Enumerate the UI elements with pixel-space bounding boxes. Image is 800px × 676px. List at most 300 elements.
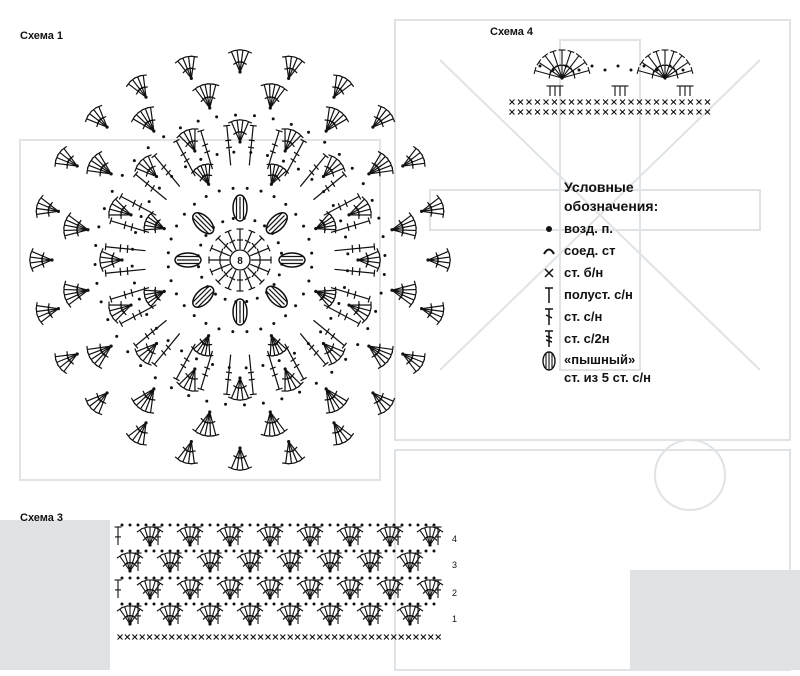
shell-mark [36, 302, 60, 325]
chain-dot [278, 359, 281, 362]
double-crochet-mark [202, 412, 211, 436]
chain-dot [253, 114, 256, 117]
single-crochet-mark [620, 100, 625, 105]
chain-dot [329, 550, 332, 553]
chain-dot [201, 577, 204, 580]
arc-icon [540, 242, 558, 260]
chain-dot [277, 241, 280, 244]
double-crochet-mark [105, 267, 145, 277]
chain-dot [261, 364, 264, 367]
chain-dot [281, 577, 284, 580]
chain-dot [409, 550, 412, 553]
double-crochet-mark [300, 153, 328, 186]
single-crochet-mark [603, 100, 608, 105]
shell-mark [371, 105, 394, 128]
chain-dot [323, 141, 326, 144]
chain-dot [234, 300, 237, 303]
shell-mark [228, 120, 252, 144]
double-crochet-mark [221, 580, 230, 598]
double-crochet-mark [241, 553, 250, 571]
chain-dot [257, 524, 260, 527]
single-crochet-mark [162, 635, 167, 640]
chain-dot [225, 550, 228, 553]
shell-mark [135, 155, 158, 178]
chain-dot [137, 577, 140, 580]
chain-dot [145, 313, 148, 316]
shell-mark [64, 281, 90, 308]
chain-dot [284, 314, 287, 317]
single-crochet-mark [578, 100, 583, 105]
double-crochet-mark [152, 333, 180, 366]
chain-dot [361, 577, 364, 580]
chain-dot [383, 254, 386, 257]
chain-dot [297, 168, 300, 171]
chain-dot [170, 279, 173, 282]
chain-dot [145, 524, 148, 527]
chain-dot [199, 244, 202, 247]
double-crochet-mark [421, 580, 430, 598]
chain-dot [216, 153, 219, 156]
shell-mark [126, 75, 147, 99]
chain-dot [338, 153, 341, 156]
single-crochet-mark [586, 110, 591, 115]
shell-mark [367, 151, 393, 176]
double-crochet-mark [209, 256, 229, 264]
shell-mark [390, 213, 416, 240]
double-crochet-mark [677, 86, 684, 96]
single-crochet-mark [132, 635, 137, 640]
chain-dot [177, 524, 180, 527]
shell-mark [325, 387, 349, 413]
chain-dot [330, 371, 333, 374]
double-crochet-mark [210, 553, 219, 571]
single-crochet-mark [629, 110, 634, 115]
double-crochet-mark [201, 606, 210, 624]
double-crochet-mark [152, 153, 180, 186]
chain-dot [193, 203, 196, 206]
single-crochet-mark [680, 100, 685, 105]
chain-dot [217, 524, 220, 527]
chain-dot [284, 203, 287, 206]
double-crochet-mark [370, 606, 379, 624]
chain-dot [121, 524, 124, 527]
half-dc-icon [540, 286, 558, 304]
chain-dot [565, 65, 568, 68]
single-crochet-mark [406, 635, 411, 640]
chain-dot [193, 550, 196, 553]
chain-dot [425, 577, 428, 580]
single-crochet-mark [369, 635, 374, 640]
chain-dot [310, 266, 313, 269]
chain-dot [361, 550, 364, 553]
double-crochet-mark [250, 606, 259, 624]
chain-dot [305, 577, 308, 580]
shell-mark [367, 344, 393, 369]
double-crochet-mark [110, 201, 131, 215]
chain-dot [94, 244, 97, 247]
chain-dot [329, 317, 332, 320]
chain-dot [351, 167, 354, 170]
chain-dot [233, 577, 236, 580]
chain-dot [319, 330, 322, 333]
chain-dot [215, 115, 218, 118]
single-crochet-mark [603, 110, 608, 115]
chain-dot [409, 524, 412, 527]
chain-dot [321, 603, 324, 606]
chain-dot [245, 300, 248, 303]
single-crochet-mark [169, 635, 174, 640]
single-crochet-mark [561, 110, 566, 115]
chain-dot [95, 282, 98, 285]
chain-dot [669, 65, 672, 68]
chain-dot [321, 524, 324, 527]
chain-dot [187, 394, 190, 397]
double-crochet-mark [181, 580, 190, 598]
chain-dot [362, 182, 365, 185]
chain-dot [385, 577, 388, 580]
chain-dot [289, 577, 292, 580]
chain-dot [433, 577, 436, 580]
puff-stitch-mark [263, 283, 291, 311]
legend-item-puff [540, 350, 790, 390]
chain-dot [193, 577, 196, 580]
shell-mark [322, 342, 345, 365]
chain-dot [232, 187, 235, 190]
double-crochet-mark [261, 84, 271, 108]
single-crochet-mark [155, 635, 160, 640]
chain-dot [297, 577, 300, 580]
shell-mark [85, 105, 108, 128]
scheme3-title: Схема 3 [20, 512, 64, 524]
chain-dot [121, 603, 124, 606]
shell-mark [390, 281, 416, 308]
chain-dot [204, 234, 207, 237]
chain-dot [281, 550, 284, 553]
chain-dot [185, 577, 188, 580]
double-crochet-mark [361, 553, 370, 571]
double-crochet-mark [230, 527, 239, 545]
chain-dot [184, 165, 187, 168]
single-crochet-mark [561, 100, 566, 105]
shell-mark [30, 248, 54, 272]
double-crochet-mark [197, 130, 212, 169]
chain-dot [393, 577, 396, 580]
double-crochet-mark [170, 553, 179, 571]
chain-dot [273, 524, 276, 527]
chain-dot [133, 159, 136, 162]
chain-dot [249, 577, 252, 580]
chain-dot [302, 225, 305, 228]
dot-icon [540, 220, 558, 238]
chain-dot [401, 524, 404, 527]
chain-dot [221, 220, 224, 223]
chain-dot [377, 217, 380, 220]
chain-dot [224, 298, 227, 301]
chain-dot [265, 603, 268, 606]
shell-mark [281, 367, 303, 391]
single-crochet-mark [384, 635, 389, 640]
chain-dot [177, 550, 180, 553]
double-crochet-mark [559, 50, 566, 78]
chain-dot [233, 550, 236, 553]
shell-mark [426, 248, 450, 272]
single-crochet-mark [399, 635, 404, 640]
chain-dot [321, 577, 324, 580]
chain-dot [393, 603, 396, 606]
double-crochet-mark [687, 86, 694, 96]
single-crochet-mark [377, 635, 382, 640]
scheme4-title: Схема 4 [490, 26, 534, 38]
chain-dot [179, 126, 182, 129]
single-crochet-mark [646, 110, 651, 115]
double-crochet-mark [285, 129, 294, 151]
chain-dot [245, 366, 248, 369]
chain-dot [539, 65, 542, 68]
scheme3-diagram [110, 522, 470, 647]
shell-mark [282, 56, 305, 80]
chain-dot [170, 237, 173, 240]
chain-dot [425, 524, 428, 527]
single-crochet-mark [295, 635, 300, 640]
double-crochet-mark [622, 86, 629, 96]
chain-dot [393, 550, 396, 553]
chain-dot [249, 524, 252, 527]
single-crochet-mark [118, 635, 123, 640]
shell-mark [177, 367, 199, 391]
chain-dot [147, 146, 150, 149]
chain-dot [307, 131, 310, 134]
shell-mark [55, 146, 79, 168]
shell-mark [228, 50, 252, 74]
single-crochet-mark [362, 635, 367, 640]
single-crochet-mark [251, 635, 256, 640]
double-crochet-mark [290, 606, 299, 624]
chain-dot [273, 577, 276, 580]
chain-dot [133, 281, 136, 284]
single-crochet-mark [527, 100, 532, 105]
shell-mark [131, 387, 155, 413]
double-crochet-mark [228, 378, 240, 400]
chain-dot [315, 382, 318, 385]
single-crochet-mark [527, 110, 532, 115]
double-crochet-mark [310, 527, 319, 545]
chain-dot [280, 252, 283, 255]
shell-mark [282, 440, 305, 464]
double-crochet-mark [186, 129, 195, 151]
dtr-icon [540, 330, 558, 348]
single-crochet-mark [637, 110, 642, 115]
chain-dot [249, 550, 252, 553]
single-crochet-mark [688, 100, 693, 105]
chain-dot [578, 69, 581, 72]
double-crochet-mark [201, 553, 210, 571]
legend [540, 178, 790, 390]
single-crochet-mark [629, 100, 634, 105]
chain-dot [297, 524, 300, 527]
chain-dot [552, 69, 555, 72]
double-crochet-mark [210, 606, 219, 624]
single-crochet-mark [595, 110, 600, 115]
chain-dot [211, 363, 214, 366]
shell-mark [420, 195, 444, 218]
legend-label: ст. б/н [564, 265, 604, 280]
legend-item-double [540, 306, 790, 328]
shell-mark [401, 146, 425, 168]
single-crochet-mark [595, 100, 600, 105]
chain-dot [204, 322, 207, 325]
chain-dot [183, 213, 186, 216]
double-crochet-mark [115, 527, 122, 545]
chain-dot [169, 577, 172, 580]
single-crochet-mark [663, 100, 668, 105]
double-crochet-mark [237, 271, 244, 291]
chain-dot [265, 524, 268, 527]
chain-dot [167, 265, 170, 268]
double-crochet-mark [321, 606, 330, 624]
chain-dot [140, 215, 143, 218]
double-crochet-mark [216, 268, 233, 285]
single-crochet-mark [436, 635, 441, 640]
double-crochet-mark [335, 243, 375, 253]
legend-label: соед. ст [564, 243, 616, 258]
double-crochet-mark [216, 236, 233, 253]
single-crochet-mark [569, 100, 574, 105]
chain-dot [329, 577, 332, 580]
chain-dot [243, 217, 246, 220]
double-crochet-mark [248, 355, 257, 395]
single-crochet-mark [258, 635, 263, 640]
double-crochet-mark [240, 120, 252, 142]
chain-dot [289, 524, 292, 527]
chain-dot [121, 550, 124, 553]
shell-mark [332, 421, 353, 445]
chain-dot [310, 252, 313, 255]
shell-mark [175, 56, 198, 80]
shell-mark [261, 410, 288, 436]
double-crochet-mark [281, 553, 290, 571]
chain-dot [197, 254, 200, 257]
chain-dot [305, 550, 308, 553]
chain-dot [145, 603, 148, 606]
chain-dot [353, 550, 356, 553]
chain-dot [377, 550, 380, 553]
double-crochet-mark [230, 580, 239, 598]
shell-mark [325, 107, 349, 133]
chain-dot [385, 524, 388, 527]
scheme1-diagram [20, 40, 460, 480]
chain-dot [682, 69, 685, 72]
chain-dot [337, 577, 340, 580]
shell-mark [228, 446, 252, 470]
single-crochet-mark [192, 635, 197, 640]
chain-dot [201, 550, 204, 553]
single-crochet-mark [518, 100, 523, 105]
double-crochet-mark [331, 288, 370, 303]
chain-dot [103, 207, 106, 210]
chain-dot [337, 302, 340, 305]
single-crochet-mark [663, 110, 668, 115]
chain-dot [307, 238, 310, 241]
double-crochet-mark [268, 351, 283, 390]
double-crochet-mark [210, 412, 220, 436]
single-crochet-mark [535, 110, 540, 115]
single-crochet-mark [612, 110, 617, 115]
puff-stitch-mark [189, 283, 217, 311]
chain-dot [337, 524, 340, 527]
shell-mark [420, 302, 444, 325]
double-crochet-mark [381, 580, 390, 598]
chain-dot [294, 213, 297, 216]
chain-dot [225, 524, 228, 527]
chain-dot [259, 327, 262, 330]
shell-mark [135, 342, 158, 365]
chain-dot [129, 603, 132, 606]
chain-dot [137, 524, 140, 527]
single-crochet-mark [177, 635, 182, 640]
single-crochet-mark [552, 100, 557, 105]
chain-dot [257, 577, 260, 580]
double-crochet-mark [110, 217, 149, 232]
chain-dot [167, 251, 170, 254]
chain-dot [345, 577, 348, 580]
chain-dot [177, 603, 180, 606]
chain-dot [137, 603, 140, 606]
double-crochet-mark [250, 553, 259, 571]
shell-mark [175, 440, 198, 464]
chain-dot [241, 603, 244, 606]
double-crochet-mark [170, 606, 179, 624]
chain-dot [290, 123, 293, 126]
chain-dot [617, 65, 620, 68]
shell-mark [261, 84, 288, 110]
double-crochet-mark [552, 86, 559, 96]
chain-dot [313, 577, 316, 580]
chain-dot [302, 293, 305, 296]
double-crochet-mark [110, 288, 149, 303]
double-crochet-mark [349, 305, 370, 319]
single-crochet-mark [654, 110, 659, 115]
chain-dot [385, 550, 388, 553]
chain-dot [433, 524, 436, 527]
double-crochet-mark [268, 130, 283, 169]
chain-dot [329, 603, 332, 606]
single-crochet-mark [340, 635, 345, 640]
double-crochet-mark [335, 267, 375, 277]
chain-dot [383, 273, 386, 276]
double-crochet-mark [121, 553, 130, 571]
chain-dot [281, 524, 284, 527]
single-crochet-mark [586, 100, 591, 105]
single-crochet-mark [518, 110, 523, 115]
chain-dot [232, 217, 235, 220]
chain-dot [380, 292, 383, 295]
single-crochet-mark [421, 635, 426, 640]
legend-title-line2: обозначения: [564, 198, 659, 214]
chain-dot [139, 364, 142, 367]
chain-dot [153, 550, 156, 553]
double-crochet-mark [133, 172, 166, 200]
chain-dot [293, 352, 296, 355]
chain-dot [158, 187, 161, 190]
chain-dot [401, 577, 404, 580]
double-crochet-mark [612, 86, 619, 96]
shell-mark [637, 50, 693, 80]
chain-dot [111, 190, 114, 193]
chain-dot [161, 603, 164, 606]
chain-dot [346, 252, 349, 255]
chain-dot [197, 120, 200, 123]
chain-dot [280, 263, 283, 266]
